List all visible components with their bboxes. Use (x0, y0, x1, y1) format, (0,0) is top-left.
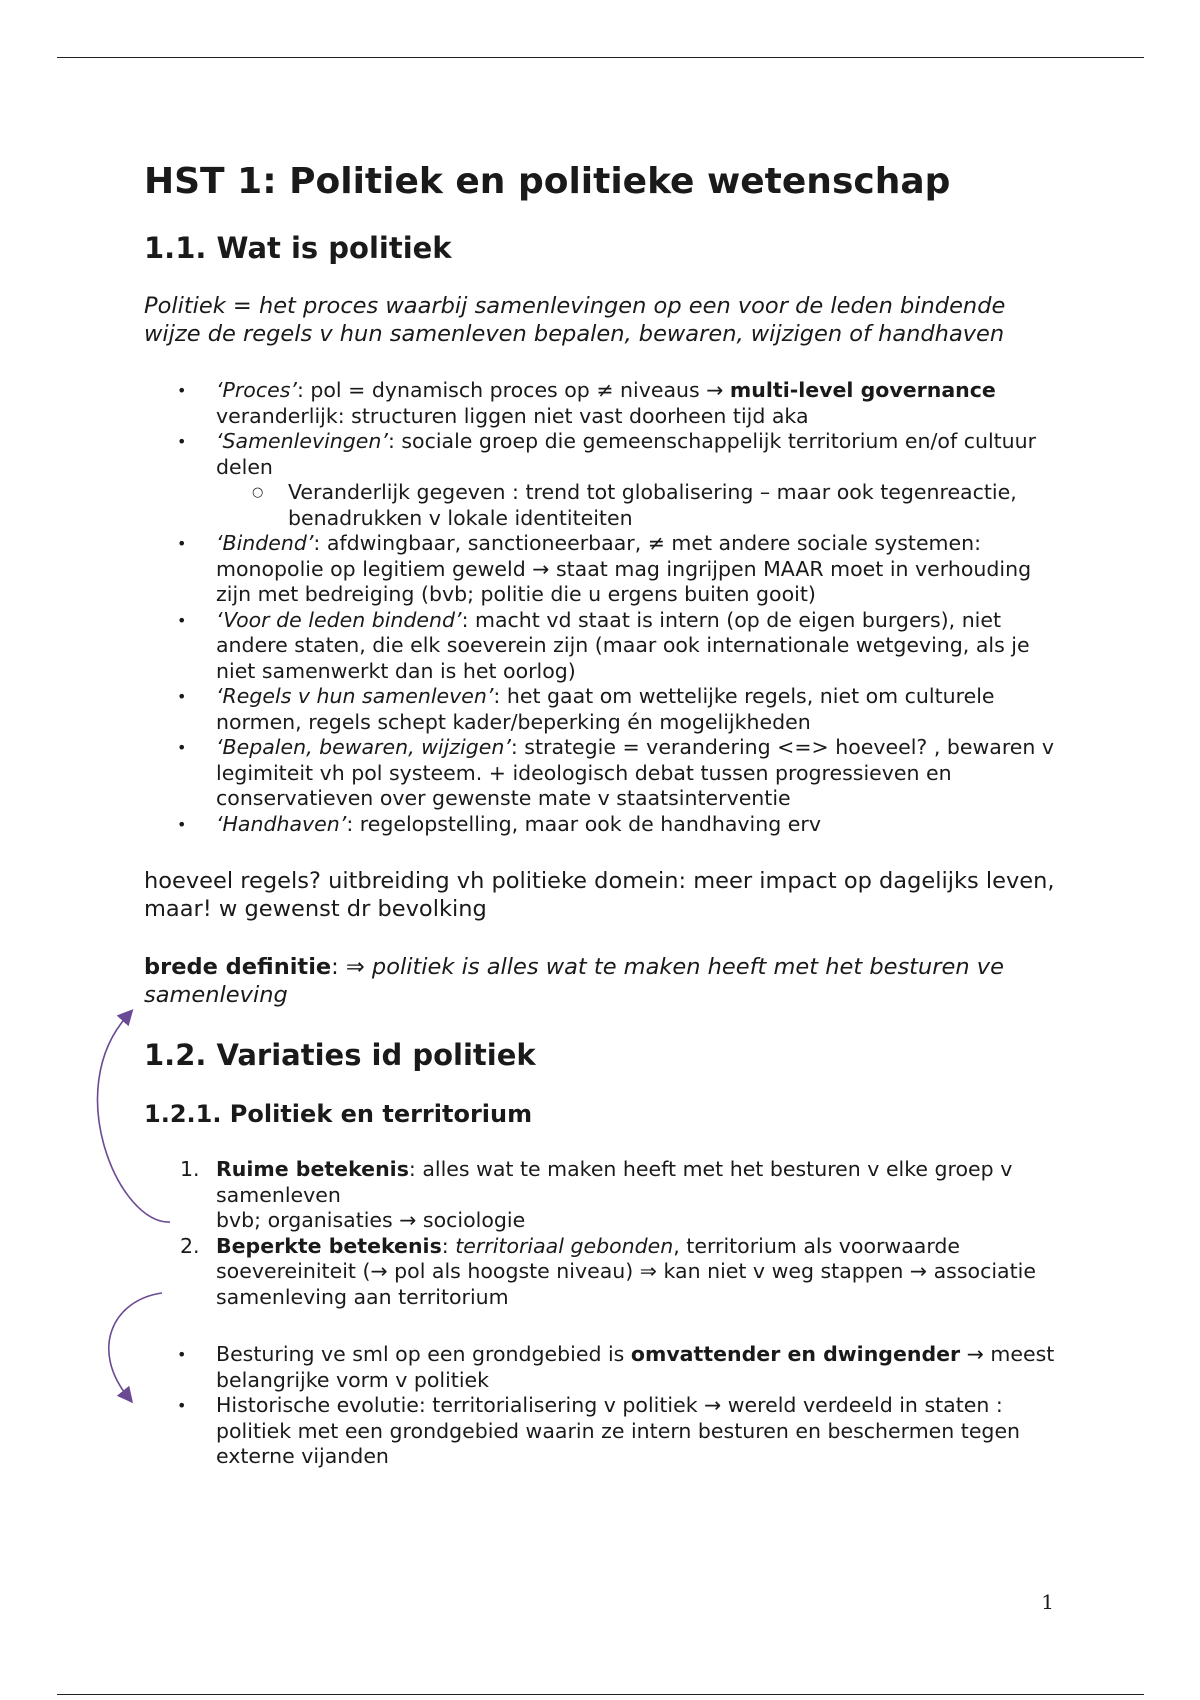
politiek-definition: Politiek = het proces waarbij samenlevingen op een voor de leden bindende wijze de regels v hun samenleven bepalen, bewaren, wijzigen of handhaven (144, 293, 1006, 347)
list-item: • ‘Proces’: pol = dynamisch proces op ≠ niveaus → multi-level governance veranderlijk: structuren liggen niet vast doorheen tijd aka (177, 378, 996, 428)
list-item: • ‘Samenlevingen’: sociale groep die gemeenschappelijk territorium en/of cultuur delen (177, 429, 1037, 479)
sub-list-item: ○ Veranderlijk gegeven : trend tot globalisering – maar ook tegenreactie, benadrukken v lokale identiteiten (252, 480, 1017, 530)
section-heading-1-2: 1.2. Variaties id politiek (144, 1038, 536, 1072)
list-item: • ‘Handhaven’: regelopstelling, maar ook de handhaving erv (177, 811, 821, 836)
page-title: HST 1: Politiek en politieke wetenschap (144, 161, 951, 202)
broad-definition: brede definitie: ⇒ politiek is alles wat te maken heeft met het besturen ve samenleving (144, 954, 1004, 1008)
list-item: • ‘Bindend’: afdwingbaar, sanctioneerbaar, ≠ met andere sociale systemen: monopolie op legitiem geweld → staat mag ingrijpen MAAR moet in verhouding zijn met bedreiging (bvb; politie die u ergens buiten gooit) (177, 531, 1032, 606)
list-item: • ‘Voor de leden bindend’: macht vd staat is intern (op de eigen burgers), niet andere staten, die elk soeverein zijn (maar ook internationale wetgeving, als je niet samenwerkt dan is het oorlog) (177, 607, 1030, 683)
numbered-item: 1. Ruime betekenis: alles wat te maken heeft met het besturen v elke groep v samenleven bvb; organisaties → sociologie (180, 1157, 1013, 1232)
numbered-item: 2. Beperkte betekenis: territoriaal gebonden, territorium als voorwaarde soevereiniteit (→ pol als hoogste niveau) ⇒ kan niet v weg stappen → associatie samenleving aan territorium (180, 1233, 1036, 1309)
page-number: 1 (1041, 1590, 1054, 1614)
footer-rule (57, 1694, 1144, 1695)
list-item: • ‘Bepalen, bewaren, wijzigen’: strategie = verandering <=> hoeveel? , bewaren v legimiteit vh pol systeem. + ideologisch debat tussen progressieven en conservatieven over gewenste mate v staatsinterventie (177, 735, 1055, 810)
list-item: • Historische evolutie: territorialisering v politiek → wereld verdeeld in staten : politiek met een grondgebied waarin ze intern besturen en beschermen tegen externe vijanden (177, 1393, 1021, 1468)
list-item: • ‘Regels v hun samenleven’: het gaat om wettelijke regels, niet om culturele normen, regels schept kader/beperking én mogelijkheden (177, 684, 995, 734)
definition-bullets (144, 378, 1064, 837)
subsection-heading-1-2-1: 1.2.1. Politiek en territorium (144, 1100, 533, 1128)
list-item: • Besturing ve sml op een grondgebied is omvattender en dwingender → meest belangrijke vorm v politiek (177, 1342, 1055, 1392)
meaning-list (144, 1157, 1064, 1310)
document-body (144, 160, 1064, 1470)
section-heading-1-1: 1.1. Wat is politiek (144, 231, 452, 265)
territory-bullets (144, 1342, 1064, 1470)
rules-note: hoeveel regels? uitbreiding vh politieke domein: meer impact op dagelijks leven, maar! w gewenst dr bevolking (144, 868, 1055, 922)
